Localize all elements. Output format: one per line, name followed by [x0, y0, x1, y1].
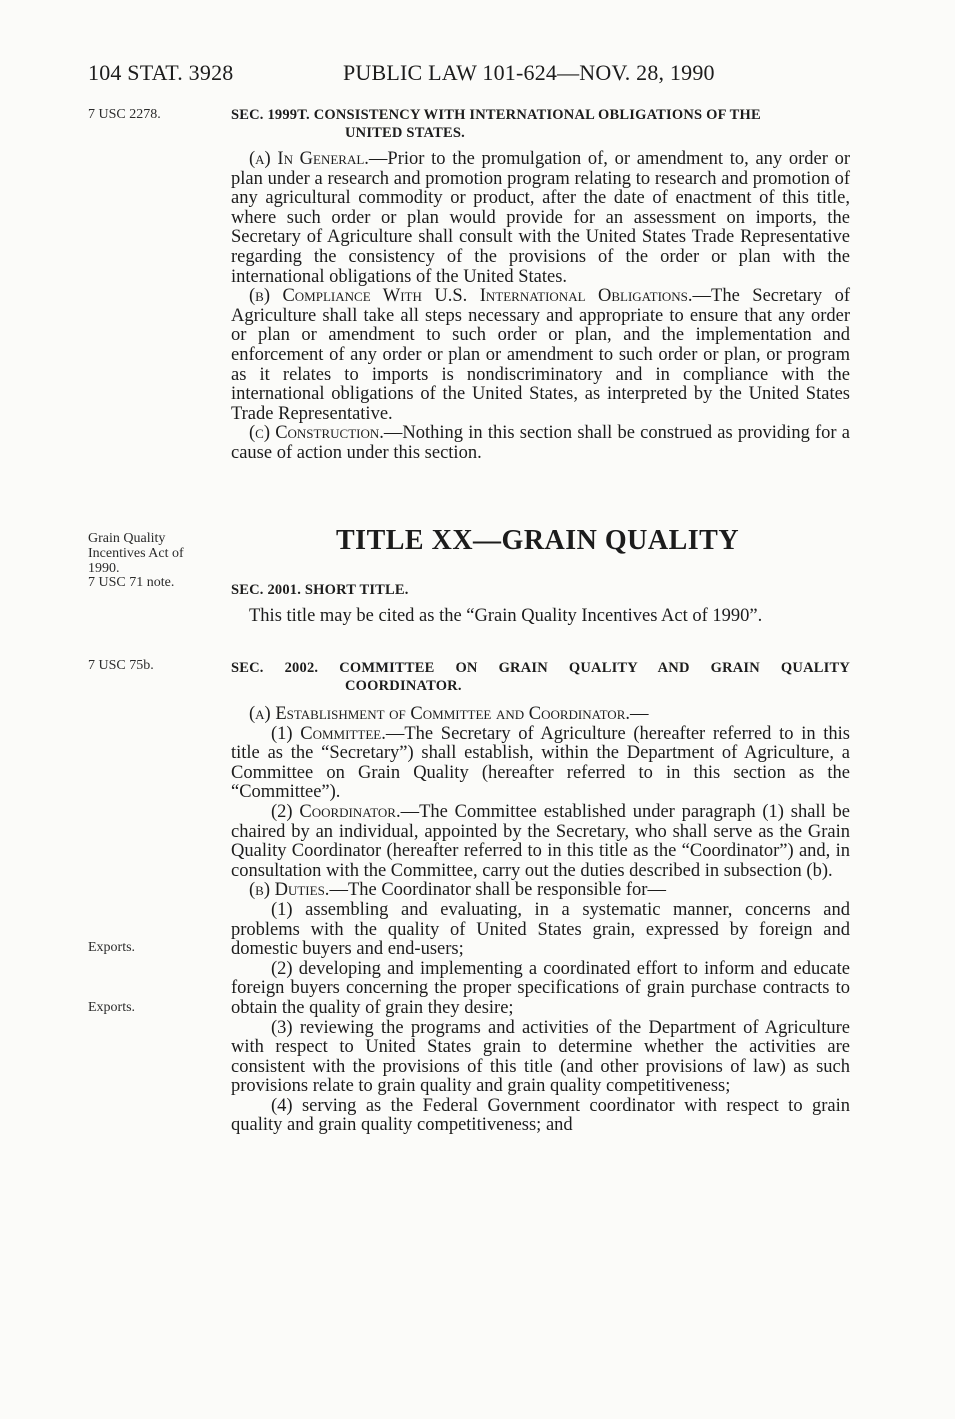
section-heading-line: SEC. 2002. COMMITTEE ON GRAIN QUALITY AND GRAIN QUALITY [231, 660, 850, 676]
subsection-b-text: —The Coordinator shall be responsible for— [329, 880, 666, 901]
margin-note-grain-quality-act [88, 531, 184, 576]
margin-note-usc-2278: 7 USC 2278. [88, 107, 161, 122]
subsection-a-dash: — [630, 704, 649, 724]
subsection-b [231, 881, 850, 901]
subsection-b-heading: (b) Duties. [249, 880, 330, 901]
paragraph-b1: (1) assembling and evaluating, in a systematic manner, concerns and problems with the quality of United States grain, expressed by foreign and domestic buyers and end-users; [231, 899, 850, 960]
subsection-c [231, 424, 850, 463]
paragraph-a2-heading: (2) Coordinator. [271, 801, 401, 822]
margin-note-line: 1990. [88, 561, 120, 576]
page-law-title: PUBLIC LAW 101-624—NOV. 28, 1990 [343, 60, 715, 85]
subsection-a-text: —Prior to the promulgation of, or amendment to, any order or plan under a research and promotion program relating to research and promotion of any agricultural commodity or product, after the date of enactment of this title, where such order or plan would provide for an assessment on imports, the Secretary of Agriculture shall consult with the United States Trade Representative regarding the consistency of the provisions of the order or plan with the international obligations of the United States. [231, 149, 851, 287]
section-heading-line: COORDINATOR. [345, 678, 462, 694]
margin-note-usc-71-note: 7 USC 71 note. [88, 575, 175, 590]
page-stat-number: 104 STAT. 3928 [88, 60, 234, 85]
paragraph-a1-text: —The Secretary of Agriculture (hereafter referred to in this title as the “Secretary”) shall establish, within the Department of Agriculture, a Committee on Grain Quality (hereafter referred to in this section as the “Committee”). [231, 723, 850, 803]
section-heading-line: UNITED STATES. [345, 125, 465, 141]
paragraph-a2-text: —The Committee established under paragraph (1) shall be chaired by an individual, appointed by the Secretary, who shall serve as the Grain Quality Coordinator (hereafter referred to in this title as the “Coordinator”) and, in consultation with the Committee, carry out the duties described in subsection (b). [231, 801, 850, 881]
subsection-b-heading: (b) Compliance With U.S. International Obligations. [249, 286, 693, 307]
title-xx-heading: TITLE XX—GRAIN QUALITY [336, 525, 740, 556]
paragraph-b2: (2) developing and implementing a coordinated effort to inform and educate foreign buyers concerning the proper specifications of grain purchase contracts to obtain the quality of grain they desire; [231, 958, 850, 1018]
margin-note-usc-75b: 7 USC 75b. [88, 658, 154, 673]
paragraph-b4: (4) serving as the Federal Government coordinator with respect to grain quality and grain quality competitiveness; and [231, 1095, 850, 1136]
subsection-c-text: —Nothing in this section shall be construed as providing for a cause of action under this section. [231, 423, 850, 463]
subsection-a [231, 705, 850, 725]
margin-note-line: Grain Quality [88, 531, 166, 546]
section-2001-body [231, 607, 850, 627]
subsection-b-text: —The Secretary of Agriculture shall take all steps necessary and appropriate to ensure that any order or plan or amendment to such order or plan, and the implementation and enforcement of any order or plan or amendment to such order or plan, or program as it relates to imports is nondiscriminatory and in compliance with the international obligations of the United States, as interpreted by the United States Trade Representative. [231, 286, 850, 424]
subsection-b [231, 287, 850, 424]
section-heading-line: SEC. 1999T. CONSISTENCY WITH INTERNATIONAL OBLIGATIONS OF THE [231, 107, 761, 123]
margin-note-exports-2: Exports. [88, 1000, 136, 1015]
paragraph-a1 [231, 725, 850, 803]
section-2002-heading [231, 659, 850, 695]
paragraph-b3: (3) reviewing the programs and activities of the Department of Agriculture with respect to United States grain to determine whether the activities are consistent with the provisions of this title (and other provisions of law) as such provisions relate to grain quality and grain quality competitiveness; [231, 1017, 850, 1097]
paragraph-a1-heading: (1) Committee. [271, 723, 386, 744]
subsection-a-heading: (a) In General. [249, 149, 369, 169]
section-2002-body [231, 705, 850, 1136]
section-1999t-heading [231, 106, 761, 142]
subsection-c-heading: (c) Construction. [249, 423, 384, 444]
margin-note-exports-1: Exports. [88, 940, 136, 955]
margin-note-line: Incentives Act of [88, 546, 184, 561]
section-2001-heading: SEC. 2001. SHORT TITLE. [231, 582, 409, 598]
section-1999t-body [231, 150, 850, 464]
paragraph-a2 [231, 803, 850, 881]
subsection-a [231, 150, 850, 287]
subsection-a-heading: (a) Establishment of Committee and Coordinator. [249, 704, 630, 724]
short-title-text: This title may be cited as the “Grain Quality Incentives Act of 1990”. [249, 606, 763, 626]
